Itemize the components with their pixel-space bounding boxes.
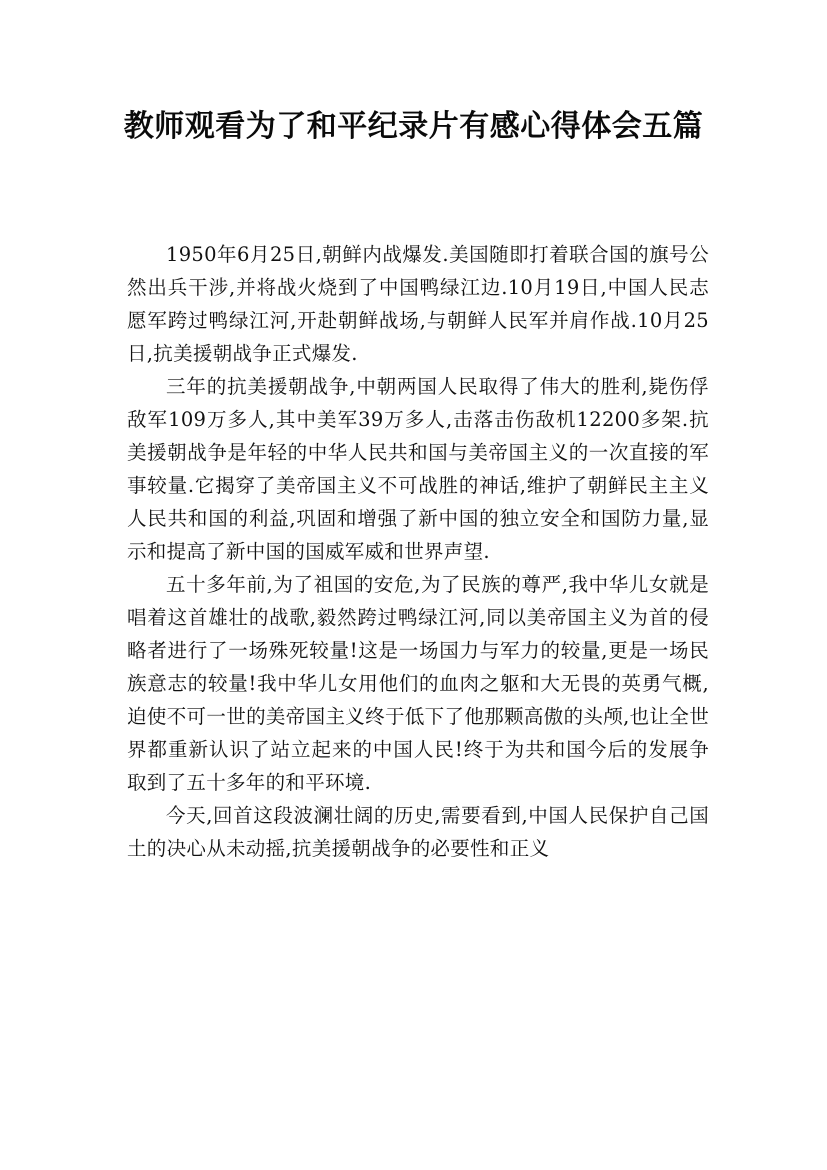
document-title: 教师观看为了和平纪录片有感心得体会五篇 (123, 109, 704, 144)
paragraph-1: 1950年6月25日,朝鲜内战爆发.美国随即打着联合国的旗号公然出兵干涉,并将战火烧到了中国鸭绿江边.10月19日,中国人民志愿军跨过鸭绿江河,开赴朝鲜战场,与朝鲜人民军并肩作战.10月25日,抗美援朝战争正式爆发. (127, 243, 709, 365)
document-body (127, 238, 709, 865)
paragraph-4: 今天,回首这段波澜壮阔的历史,需要看到,中国人民保护自己国土的决心从未动摇,抗美援朝战争的必要性和正义 (127, 804, 709, 860)
paragraph-2: 三年的抗美援朝战争,中朝两国人民取得了伟大的胜利,毙伤俘敌军109万多人,其中美军39万多人,击落击伤敌机12200多架.抗美援朝战争是年轻的中华人民共和国与美帝国主义的一次直接的军事较量.它揭穿了美帝国主义不可战胜的神话,维护了朝鲜民主主义人民共和国的利益,巩固和增强了新中国的独立安全和国防力量,显示和提高了新中国的国威军威和世界声望. (127, 375, 709, 563)
paragraph-3: 五十多年前,为了祖国的安危,为了民族的尊严,我中华儿女就是唱着这首雄壮的战歌,毅然跨过鸭绿江河,同以美帝国主义为首的侵略者进行了一场殊死较量!这是一场国力与军力的较量,更是一场民族意志的较量!我中华儿女用他们的血肉之躯和大无畏的英勇气概,迫使不可一世的美帝国主义终于低下了他那颗高傲的头颅,也让全世界都重新认识了站立起来的中国人民!终于为共和国今后的发展争取到了五十多年的和平环境. (127, 573, 709, 794)
